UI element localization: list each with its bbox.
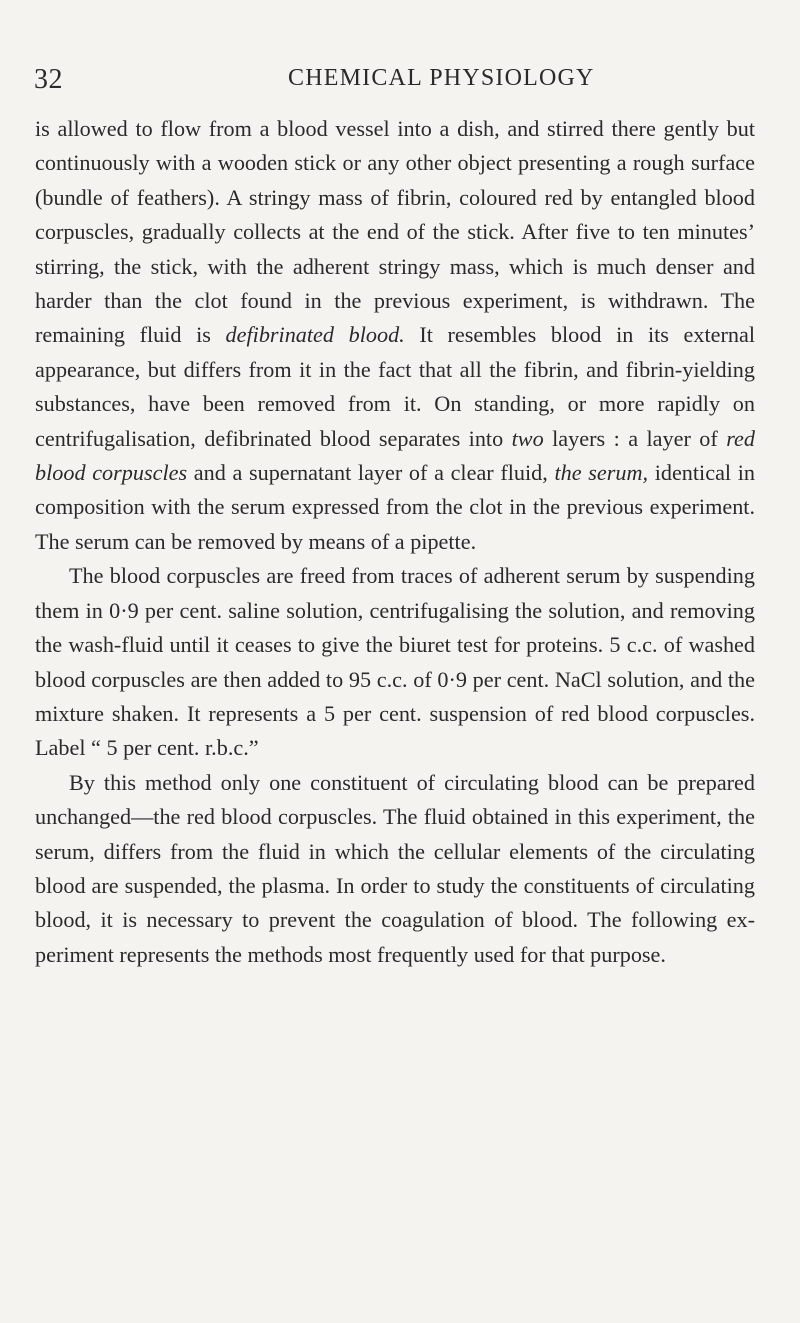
italic-term: defibrinated blood.: [225, 322, 405, 348]
italic-term: red blood corpuscles: [35, 425, 755, 486]
running-head: CHEMICAL PHYSIOLOGY: [288, 65, 595, 91]
text-run: and a supernatant layer of a clear fluid,: [187, 460, 555, 486]
page-number: 32: [34, 64, 63, 95]
italic-term: two: [511, 425, 544, 451]
body-text: [35, 112, 755, 972]
paragraph-1: [35, 112, 755, 559]
text-run: layers : a layer of: [543, 425, 727, 451]
paragraph-2: The blood corpuscles are freed from traces of adherent serum by suspending them in 0·9 per cent. saline solution, centrifugalising the solution, and removing the wash-fluid until it ceases to give the biuret test for proteins. 5 c.c. of washed blood corpuscles are then added to 95 c.c. of 0·9 per cent. NaCl solution, and the mixture shaken. It represents a 5 per cent. suspension of red blood corpuscles. Label “ 5 per cent. r.b.c.”: [35, 563, 755, 761]
italic-term: the serum,: [554, 460, 649, 486]
paragraph-3: By this method only one constituent of circulating blood can be prepared unchanged—the red blood corpuscles. The fluid obtained in this experiment, the serum, differs from the fluid in which the cellular elements of the circulating blood are suspended, the plasma. In order to study the constituents of circulating blood, it is necessary to prevent the coagulation of blood. The following experiment represents the methods most frequently used for that purpose.: [35, 769, 755, 967]
text-run: identical in composition with the serum expressed from the clot in the previous experiment. The serum can be removed by means of a pipette.: [35, 460, 756, 554]
page-header: [34, 64, 754, 100]
text-run: is allowed to flow from a blood vessel into a dish, and stirred there gently but continuously with a wooden stick or any other object presenting a rough surface (bundle of feathers). A stringy mass of fibrin, coloured red by entangled blood corpuscles, gradually collects at the end of the stick. After five to ten minutes’ stirring, the stick, with the adherent stringy mass, which is much denser and harder than the clot found in the previous experiment, is withdrawn. The remaining fluid is: [35, 116, 755, 348]
text-run: It resembles blood in its external appearance, but differs from it in the fact that all the fibrin, and fibrin-yielding substances, have been removed from it. On standing, or more rapidly on centrifugalisation, defibrinated blood separates into: [35, 322, 755, 451]
